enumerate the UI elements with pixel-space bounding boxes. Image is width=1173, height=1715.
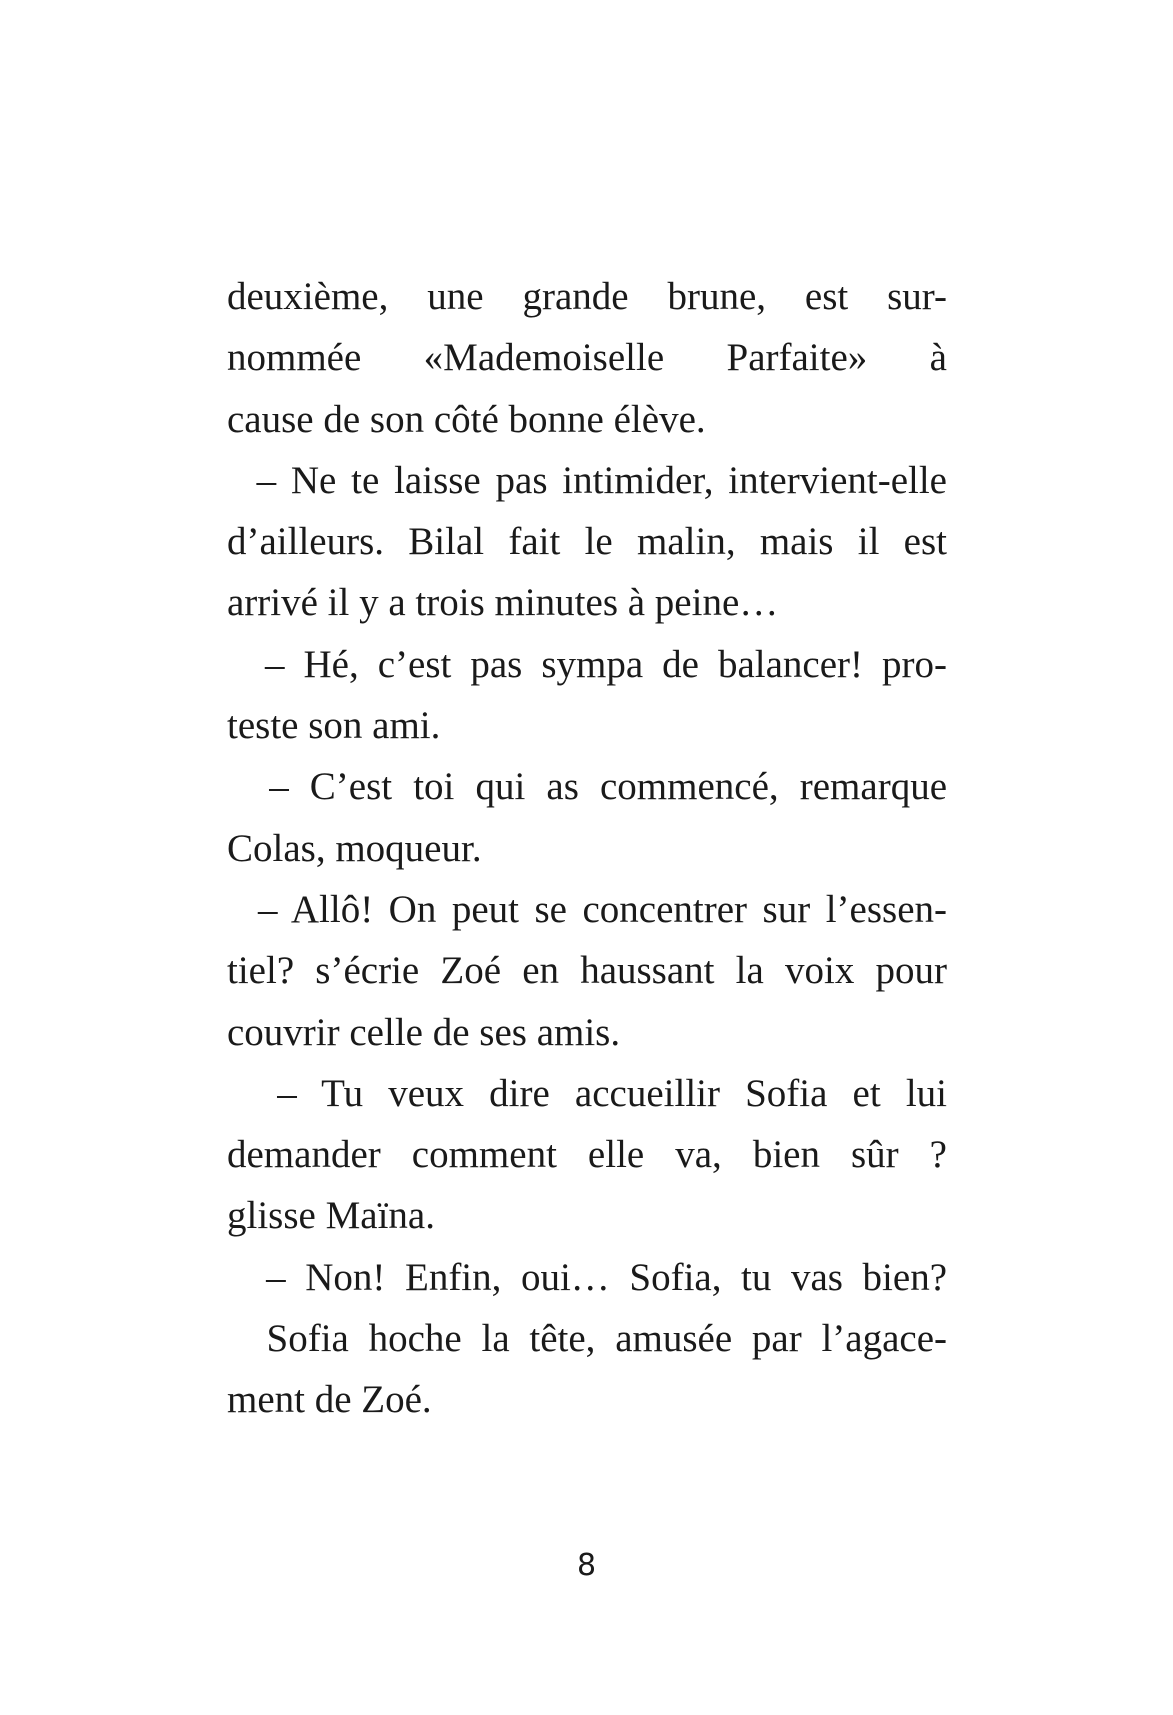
text-line: cause de son côté bonne élève. [227, 397, 706, 441]
text-line: tiel? s’écrie Zoé en haussant la voix pour [227, 949, 947, 993]
text-line: – Tu veux dire accueillir Sofia et lui [227, 1071, 947, 1115]
text-line: Sofia hoche la tête, amusée par l’agace- [227, 1317, 947, 1361]
text-line: – Non! Enfin, oui… Sofia, tu vas bien? [227, 1255, 947, 1299]
text-line: – Allô! On peut se concentrer sur l’essen- [227, 887, 947, 931]
body-text [227, 266, 947, 1431]
text-line: demander comment elle va, bien sûr ? [227, 1133, 947, 1177]
text-line: ment de Zoé. [227, 1378, 432, 1422]
text-line: – Hé, c’est pas sympa de balancer! pro- [227, 642, 947, 686]
text-line: couvrir celle de ses amis. [227, 1010, 621, 1054]
text-line: d’ailleurs. Bilal fait le malin, mais il est [227, 520, 947, 564]
text-line: teste son ami. [227, 704, 441, 748]
text-line: glisse Maïna. [227, 1194, 435, 1238]
text-line: nommée «Mademoiselle Parfaite» à [227, 336, 947, 380]
text-line: – C’est toi qui as commencé, remarque [227, 765, 947, 809]
text-line: – Ne te laisse pas intimider, intervient-elle [227, 458, 947, 502]
page-number: 8 [576, 1548, 597, 1583]
text-line: deuxième, une grande brune, est sur- [227, 275, 947, 318]
text-line: arrivé il y a trois minutes à peine… [227, 581, 779, 625]
text-line: Colas, moqueur. [227, 826, 482, 870]
